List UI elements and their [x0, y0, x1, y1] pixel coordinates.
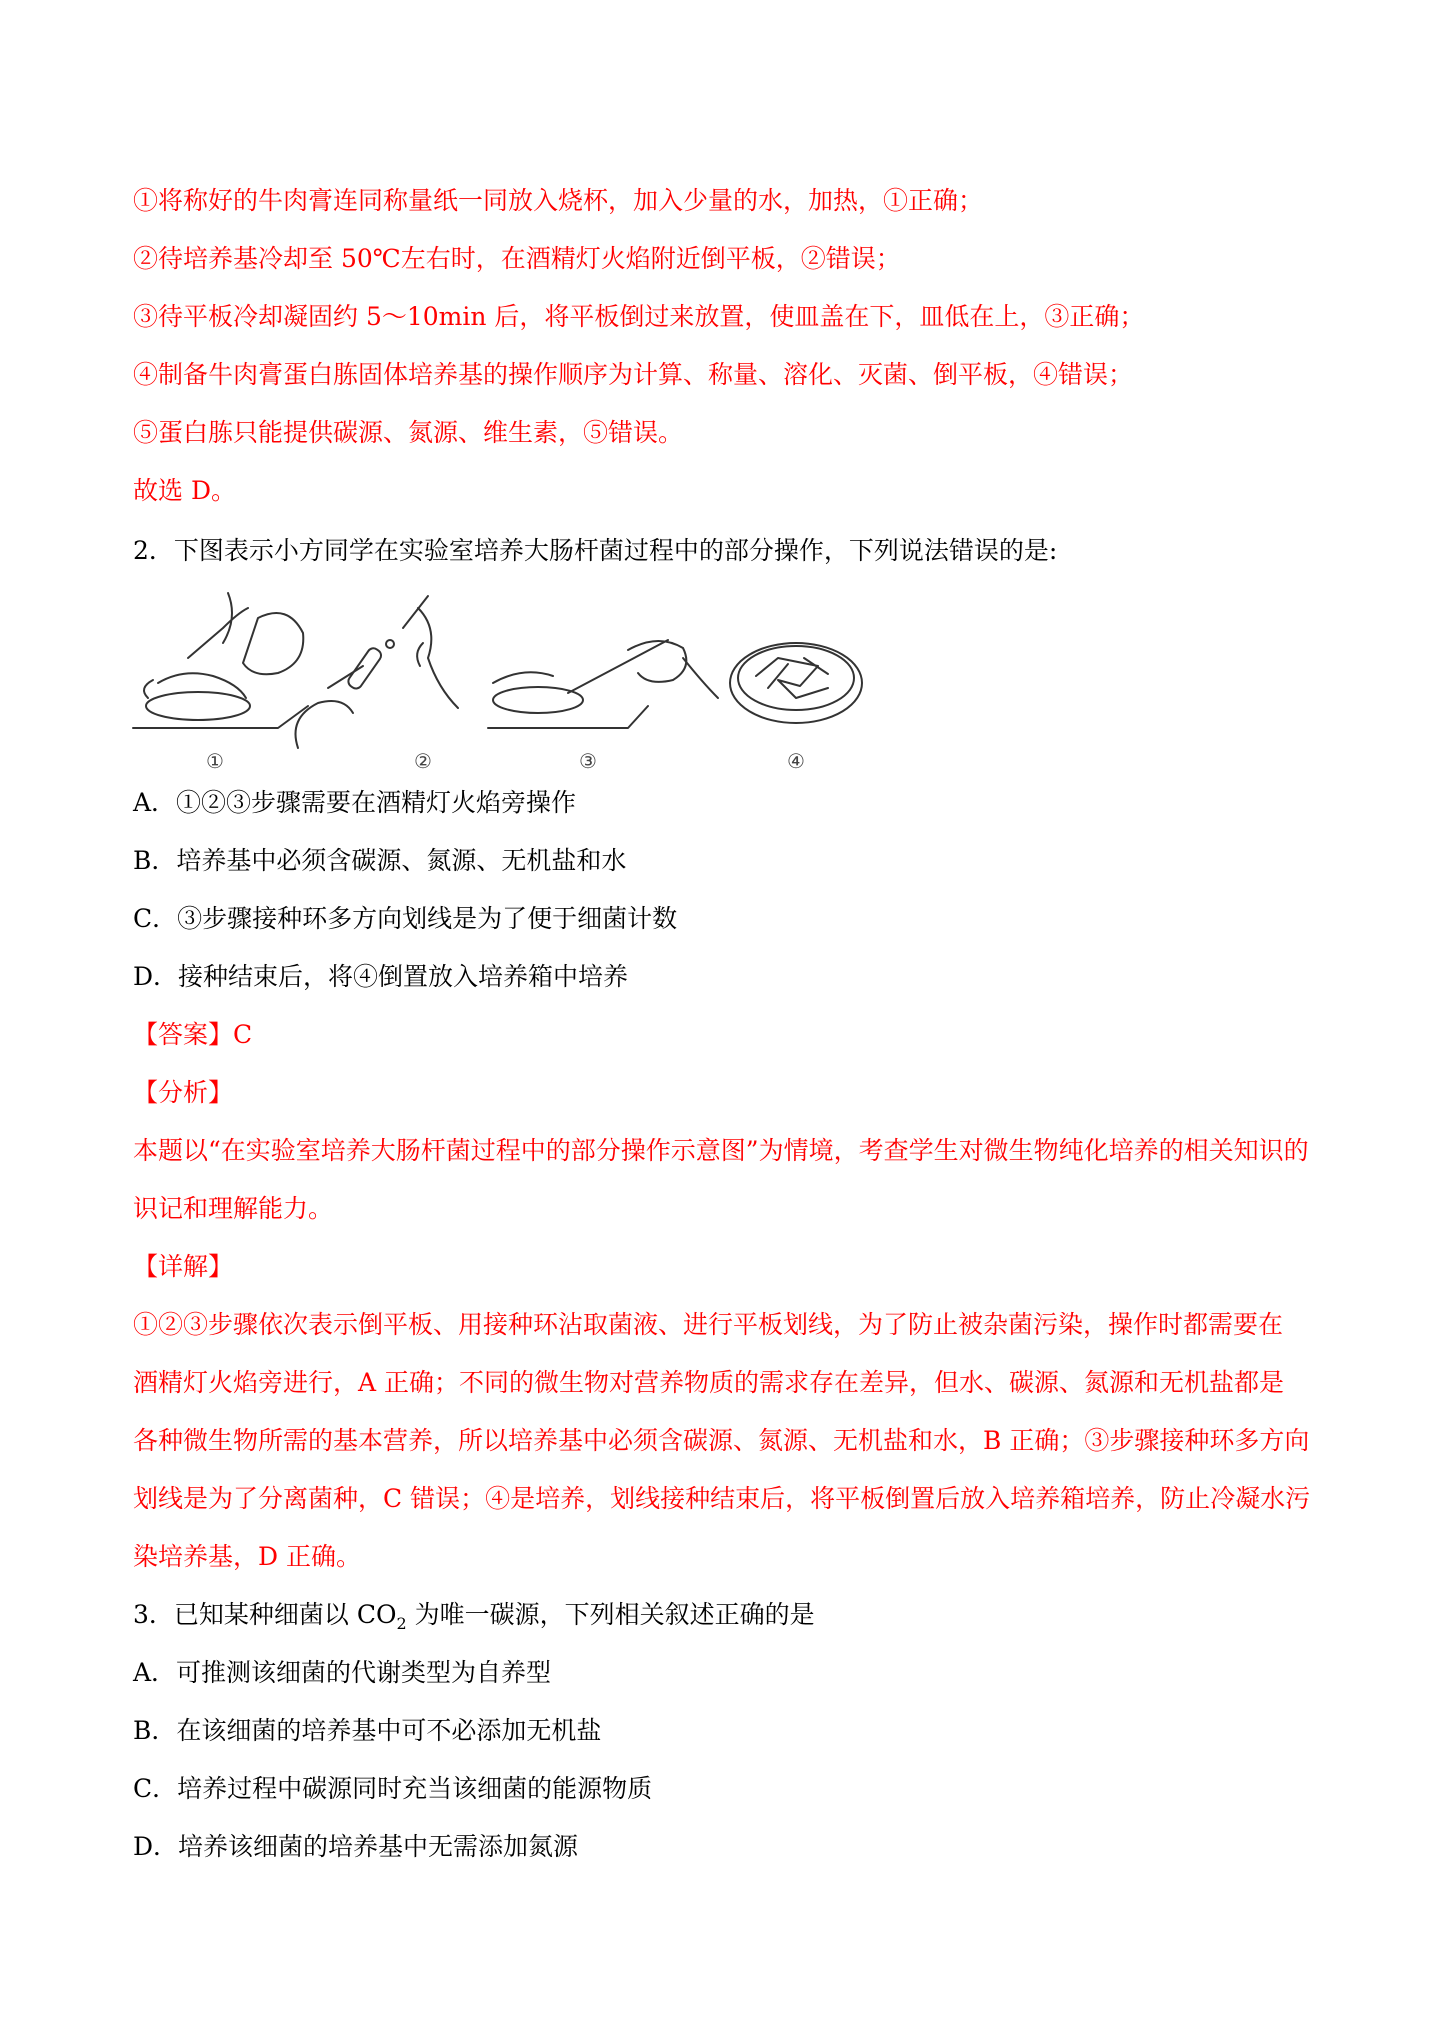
- question-2-option-b: B．培养基中必须含碳源、氮源、无机盐和水: [133, 846, 627, 875]
- explanation-line-1: ①将称好的牛肉膏连同称量纸一同放入烧杯，加入少量的水，加热，①正确；: [133, 186, 984, 215]
- question-3-stem-start: 3．已知某种细菌以 CO: [133, 1600, 397, 1629]
- question-2-stem: 2．下图表示小方同学在实验室培养大肠杆菌过程中的部分操作，下列说法错误的是:: [133, 536, 1058, 565]
- detail-line-3: 各种微生物所需的基本营养，所以培养基中必须含碳源、氮源、无机盐和水，B 正确；③步骤接种环多方向: [133, 1426, 1310, 1455]
- explanation-line-3: ③待平板冷却凝固约 5～10min 后，将平板倒过来放置，使皿盖在下，皿低在上，③正确；: [133, 302, 1145, 331]
- detail-line-2: 酒精灯火焰旁进行，A 正确；不同的微生物对营养物质的需求存在差异，但水、碳源、氮源和无机盐都是: [133, 1368, 1285, 1397]
- question-2-option-a: A．①②③步骤需要在酒精灯火焰旁操作: [133, 788, 577, 817]
- figure-label-2: ②: [414, 749, 432, 773]
- question-3-stem: [133, 1598, 815, 1641]
- analysis-line-2: 识记和理解能力。: [133, 1194, 334, 1223]
- detail-heading: 【详解】: [133, 1252, 234, 1281]
- question-3-option-b: B．在该细菌的培养基中可不必添加无机盐: [133, 1716, 602, 1745]
- lab-operations-illustration: [128, 588, 868, 776]
- streaking-drawing: [488, 640, 718, 728]
- explanation-line-2: ②待培养基冷却至 50℃左右时，在酒精灯火焰附近倒平板，②错误；: [133, 244, 901, 273]
- explanation-line-4: ④制备牛肉膏蛋白胨固体培养基的操作顺序为计算、称量、溶化、灭菌、倒平板，④错误；: [133, 360, 1134, 389]
- analysis-heading: 【分析】: [133, 1078, 234, 1107]
- question-2-answer: 【答案】C: [133, 1020, 253, 1049]
- inoculating-loop-drawing: [296, 596, 459, 748]
- detail-line-4: 划线是为了分离菌种，C 错误；④是培养，划线接种结束后，将平板倒置后放入培养箱培养，防止冷凝水污: [133, 1484, 1311, 1513]
- question-3-stem-end: 为唯一碳源，下列相关叙述正确的是: [406, 1600, 815, 1629]
- pouring-plate-drawing: [133, 593, 308, 728]
- question-3-option-a: A．可推测该细菌的代谢类型为自养型: [133, 1658, 552, 1687]
- petri-dish-drawing: [730, 643, 862, 723]
- analysis-line-1: 本题以“在实验室培养大肠杆菌过程中的部分操作示意图”为情境，考查学生对微生物纯化培养的相关知识的: [133, 1136, 1309, 1165]
- figure-label-1: ①: [206, 749, 224, 773]
- explanation-line-5: ⑤蛋白胨只能提供碳源、氮源、维生素，⑤错误。: [133, 418, 684, 447]
- question-3-stem-subscript: 2: [396, 1614, 407, 1633]
- explanation-conclusion: 故选 D。: [133, 476, 236, 505]
- detail-line-1: ①②③步骤依次表示倒平板、用接种环沾取菌液、进行平板划线，为了防止被杂菌污染，操作时都需要在: [133, 1310, 1284, 1339]
- question-3-option-c: C．培养过程中碳源同时充当该细菌的能源物质: [133, 1774, 653, 1803]
- question-2-option-c: C．③步骤接种环多方向划线是为了便于细菌计数: [133, 904, 678, 933]
- question-3-option-d: D．培养该细菌的培养基中无需添加氮源: [133, 1832, 579, 1861]
- question-2-figure: [128, 588, 868, 776]
- figure-label-4: ④: [787, 749, 805, 773]
- detail-line-5: 染培养基，D 正确。: [133, 1542, 361, 1571]
- question-2-option-d: D．接种结束后，将④倒置放入培养箱中培养: [133, 962, 629, 991]
- figure-label-3: ③: [579, 749, 597, 773]
